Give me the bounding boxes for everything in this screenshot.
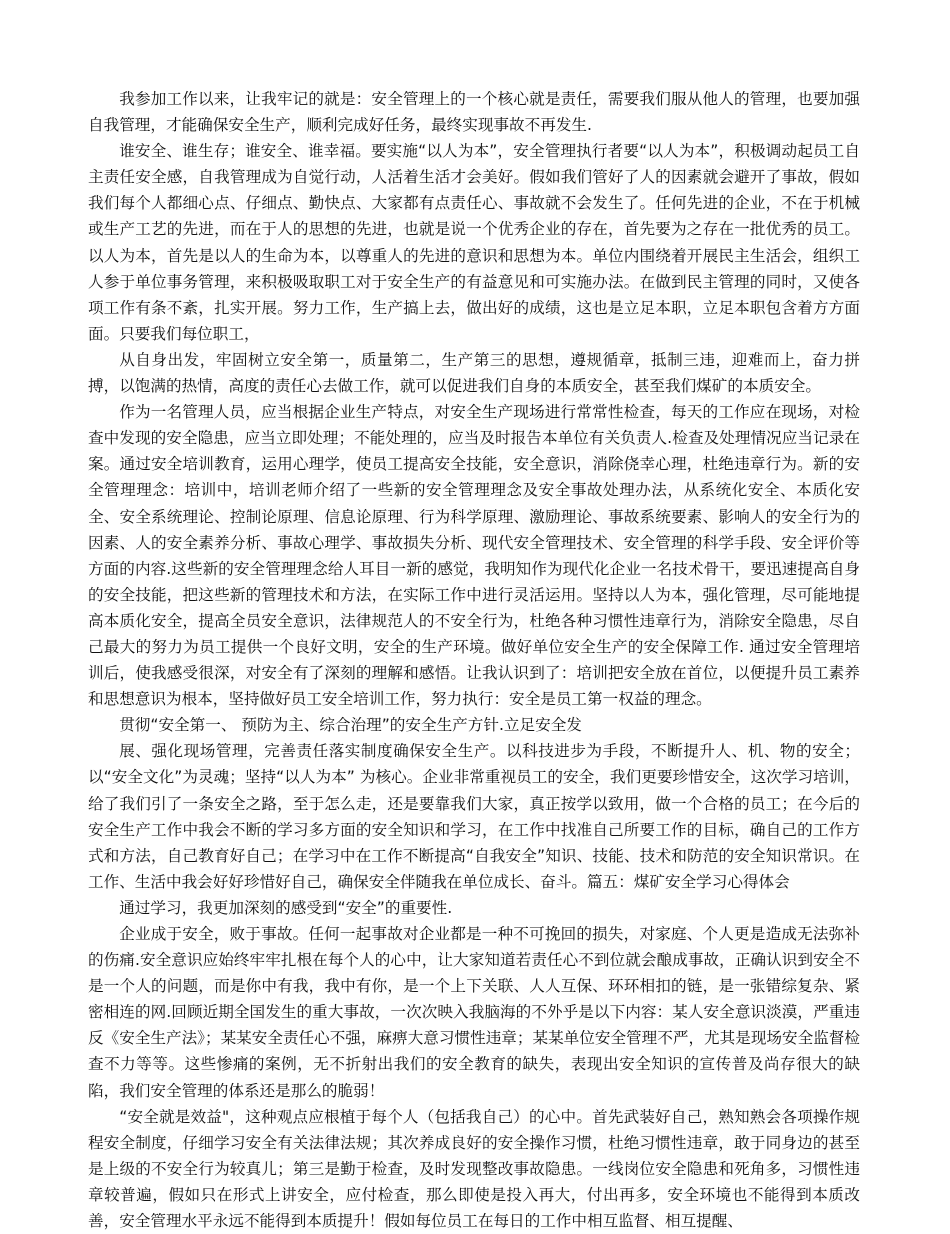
paragraph-9: “安全就是效益"，这种观点应根植于每个人（包括我自己）的心中。首先武装好自己，熟知熟会各项操作规程安全制度，仔细学习安全有关法律法规；其次养成良好的安全操作习惯，杜绝习惯性违章，敢于同身边的甚至是上级的不安全行为较真儿；第三是勤于检查，及时发现整改事故隐患。一线岗位安全隐患和死角多，习惯性违章较普遍，假如只在形式上讲安全，应付检查，那么即使是投入再大，付出再多，安全环境也不能得到本质改善，安全管理水平永远不能得到本质提升！假如每位员工在每日的工作中相互监督、相互提醒、 — [88, 1107, 860, 1231]
paragraph-2: 谁安全、谁生存；谁安全、谁幸福。要实施“以人为本”，安全管理执行者要“以人为本”，积极调动起员工自主责任安全感，自我管理成为自觉行动，人活着生活才会美好。假如我们管好了人的因素就会避开了事故，假如我们每个人都细心点、仔细点、勤快点、大家都有点责任心、事故就不会发生了。任何先进的企业，不在于机械或生产工艺的先进，而在于人的思想的先进，也就是说一个优秀企业的存在，首先要为之存在一批优秀的员工。以人为本，首先是以人的生命为本，以尊重人的先进的意识和思想为本。单位内围绕着开展民主生活会，组织工人参于单位事务管理，来积极吸取职工对于安全生产的有益意见和可实施办法。在做到民主管理的同时，又使各项工作有条不紊，扎实开展。努力工作，生产搞上去，做出好的成绩，这也是立足本职，立足本职包含着方方面面。只要我们每位职工， — [88, 142, 860, 343]
paragraph-3: 从自身出发，牢固树立安全第一，质量第二，生产第三的思想，遵规循章，抵制三违，迎难而上，奋力拼搏，以饱满的热情，高度的责任心去做工作，就可以促进我们自身的本质安全，甚至我们煤矿的本质安全。 — [88, 350, 860, 396]
paragraph-5: 贯彻“安全第一、 预防为主、综合治理”的安全生产方针.立足安全发 — [119, 716, 582, 735]
paragraph-6: 展、强化现场管理，完善责任落实制度确保安全生产。以科技进步为手段，不断提升人、机、物的安全；以“安全文化”为灵魂；坚持“以人为本” 为核心。企业非常重视员工的安全，我们更要珍惜安全，这次学习培训，给了我们引了一条安全之路，至于怎么走，还是要靠我们大家，真正按学以致用，做一个合格的员工；在今后的安全生产工作中我会不断的学习多方面的安全知识和学习，在工作中找准自己所要工作的目标，确自己的工作方式和方法，自己教育好自己；在学习中在工作不断提高“自我安全”知识、技能、技术和防范的安全知识常识。在工作、生活中我会好好珍惜好自己，确保安全伴随我在单位成长、奋斗。篇五：煤矿安全学习心得体会 — [88, 742, 860, 891]
paragraph-7: 通过学习，我更加深刻的感受到“安全”的重要性. — [119, 898, 453, 917]
paragraph-4: 作为一名管理人员，应当根据企业生产特点，对安全生产现场进行常常性检查，每天的工作应在现场，对检查中发现的安全隐患，应当立即处理；不能处理的，应当及时报告本单位有关负责人.检查及处理情况应当记录在案。通过安全培训教育，运用心理学，使员工提高安全技能，安全意识，消除侥幸心理，杜绝违章行为。新的安全管理理念：培训中，培训老师介绍了一些新的安全管理理念及安全事故处理办法，从系统化安全、本质化安全、安全系统理论、控制论原理、信息论原理、行为科学原理、激励理论、事故系统要素、影响人的安全行为的因素、人的安全素养分析、事故心理学、事故损失分析、现代安全管理技术、安全管理的科学手段、安全评价等方面的内容.这些新的安全管理理念给人耳目一新的感觉，我明知作为现代化企业一名技术骨干，要迅速提高自身的安全技能，把这些新的管理技术和方法，在实际工作中进行灵活运用。坚持以人为本，强化管理，尽可能地提高本质化安全，提高全员安全意识，法律规范人的不安全行为，杜绝各种习惯性违章行为，消除安全隐患，尽自己最大的努力为员工提供一个良好文明，安全的生产环境。做好单位安全生产的安全保障工作. 通过安全管理培训后，使我感受很深，对安全有了深刻的理解和感悟。让我认识到了：培训把安全放在首位，以便提升员工素养和思想意识为根本，坚持做好员工安全培训工作，努力执行：安全是员工第一权益的理念。 — [88, 403, 860, 709]
paragraph-1: 我参加工作以来，让我牢记的就是：安全管理上的一个核心就是责任，需要我们服从他人的管理，也要加强自我管理，才能确保安全生产，顺利完成好任务，最终实现事故不再发生. — [88, 90, 860, 135]
document-body — [88, 86, 860, 1234]
paragraph-8: 企业成于安全，败于事故。任何一起事故对企业都是一种不可挽回的损失，对家庭、个人更是造成无法弥补的伤痛.安全意识应始终牢牢扎根在每个人的心中，让大家知道若责任心不到位就会酿成事故，正确认识到安全不是一个人的问题，而是你中有我，我中有你，是一个上下关联、人人互保、环环相扣的链，是一张错综复杂、紧密相连的网.回顾近期全国发生的重大事故，一次次映入我脑海的不外乎是以下内容：某人安全意识淡漠，严重违反《安全生产法》；某某安全责任心不强，麻痹大意习惯性违章；某某单位安全管理不严，尤其是现场安全监督检查不力等等。这些惨痛的案例，无不折射出我们的安全教育的缺失，表现出安全知识的宣传普及尚存很大的缺陷，我们安全管理的体系还是那么的脆弱！ — [88, 925, 860, 1100]
